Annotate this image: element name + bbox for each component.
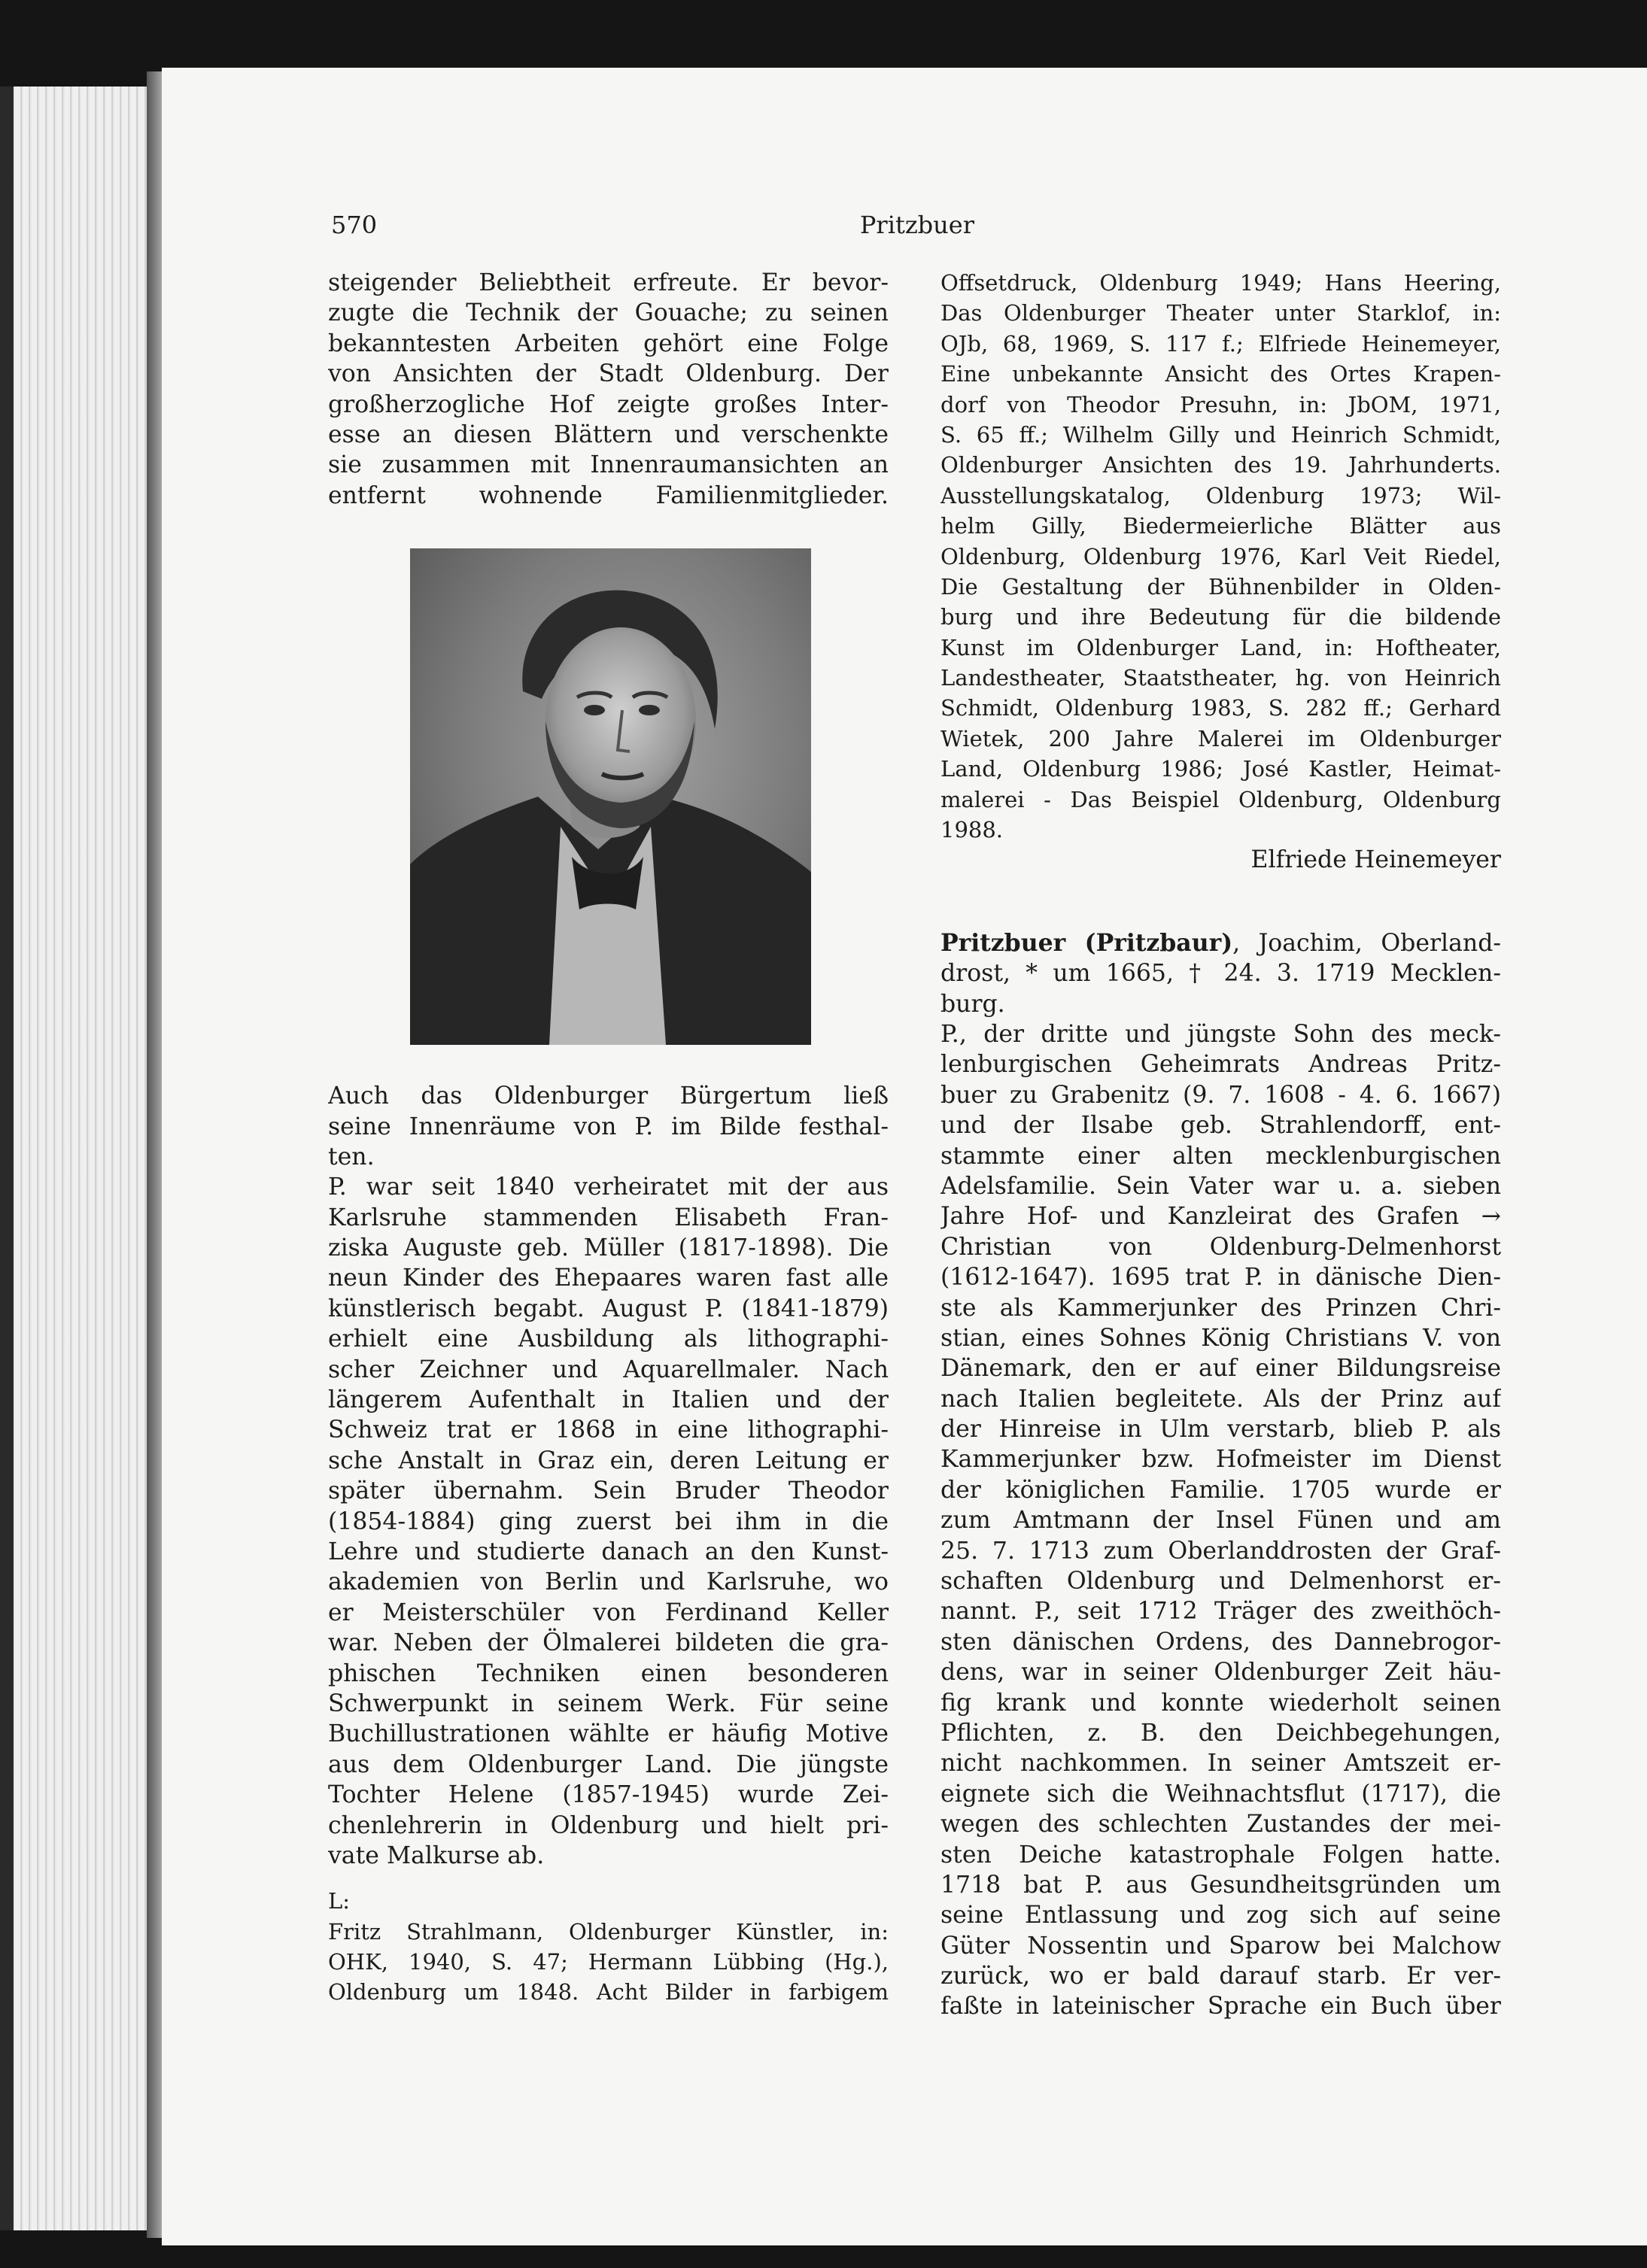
- portrait-photo: [410, 548, 811, 1045]
- text-line: burg und ihre Bedeutung für die bildende: [940, 604, 1501, 630]
- literature-continued: [940, 268, 1501, 845]
- text-line: er Meisterschüler von Ferdinand Keller: [328, 1599, 889, 1626]
- text-line: Offsetdruck, Oldenburg 1949; Hans Heering,: [940, 270, 1501, 296]
- text-line: von Ansichten der Stadt Oldenburg. Der: [328, 360, 889, 388]
- literature-section: [328, 1886, 889, 2008]
- entry-heading: [940, 928, 1501, 1019]
- text-line: sche Anstalt in Graz ein, deren Leitung er: [328, 1447, 889, 1474]
- text-line: war. Neben der Ölmalerei bildeten die gra-: [328, 1629, 889, 1657]
- intro-paragraph: [328, 268, 889, 511]
- running-head: Pritzbuer: [859, 211, 974, 239]
- entry-headword: Pritzbuer (Pritzbaur): [940, 928, 1233, 957]
- text-line: helm Gilly, Biedermeierliche Blätter aus: [940, 513, 1501, 539]
- left-column: [328, 268, 889, 2008]
- text-line: P. war seit 1840 verheiratet mit der aus: [328, 1173, 889, 1201]
- entry-body: [940, 1019, 1501, 2022]
- book-page-edges: [0, 87, 154, 2230]
- text-line: akademien von Berlin und Karlsruhe, wo: [328, 1568, 889, 1596]
- text-line: zugte die Technik der Gouache; zu seinen: [328, 299, 889, 327]
- text-line: Eine unbekannte Ansicht des Ortes Krapen-: [940, 361, 1501, 387]
- text-line: sten dänischen Ordens, des Dannebrogor-: [940, 1628, 1501, 1656]
- text-line: 25. 7. 1713 zum Oberlanddrosten der Graf-: [940, 1537, 1501, 1565]
- text-line: Buchillustrationen wählte er häufig Motive: [328, 1720, 889, 1748]
- text-line: neun Kinder des Ehepaares waren fast alle: [328, 1265, 889, 1292]
- text-line: nach Italien begleitete. Als der Prinz auf: [940, 1385, 1501, 1413]
- text-line: 1988.: [940, 817, 1004, 843]
- text-line: lenburgischen Geheimrats Andreas Pritz-: [940, 1051, 1501, 1079]
- text-line: vate Malkurse ab.: [328, 1841, 545, 1869]
- text-line: chenlehrerin in Oldenburg und hielt pri-: [328, 1811, 889, 1839]
- text-line: nicht nachkommen. In seiner Amtszeit er-: [940, 1750, 1501, 1778]
- text-line: malerei - Das Beispiel Oldenburg, Oldenburg: [940, 786, 1501, 812]
- text-line: bekanntesten Arbeiten gehört eine Folge: [328, 329, 889, 357]
- text-line: wegen des schlechten Zustandes der mei-: [940, 1811, 1501, 1838]
- text-line: Schweiz trat er 1868 in eine lithographi-: [328, 1416, 889, 1444]
- text-line: ste als Kammerjunker des Prinzen Chri-: [940, 1294, 1501, 1322]
- text-line: Oldenburger Ansichten des 19. Jahrhunderts.: [940, 452, 1501, 478]
- bourgeoisie-paragraph: [328, 1081, 889, 1172]
- text-line: aus dem Oldenburger Land. Die jüngste: [328, 1750, 889, 1778]
- text-line: nannt. P., seit 1712 Träger des zweithöch-: [940, 1598, 1501, 1626]
- text-line: S. 65 ff.; Wilhelm Gilly und Heinrich Schmidt,: [940, 421, 1501, 448]
- text-line: (1854-1884) ging zuerst bei ihm in die: [328, 1507, 889, 1535]
- text-line: Christian von Oldenburg-Delmenhorst: [940, 1233, 1501, 1261]
- author-name: Elfriede Heinemeyer: [1250, 846, 1501, 874]
- text-line: Landestheater, Staatstheater, hg. von Heinrich: [940, 665, 1501, 691]
- text-line: längerem Aufenthalt in Italien und der: [328, 1386, 889, 1414]
- text-line: Schmidt, Oldenburg 1983, S. 282 ff.; Gerhard: [940, 695, 1501, 721]
- text-line: fig krank und konnte wiederholt seinen: [940, 1689, 1501, 1717]
- text-line: Kunst im Oldenburger Land, in: Hoftheater,: [940, 634, 1501, 660]
- text-line: Schwerpunkt in seinem Werk. Für seine: [328, 1690, 889, 1717]
- text-line: drost, * um 1665, † 24. 3. 1719 Mecklen-: [940, 960, 1501, 988]
- text-line: ten.: [328, 1143, 375, 1170]
- text-line: Ausstellungskatalog, Oldenburg 1973; Wil-: [940, 482, 1501, 509]
- text-line: Fritz Strahlmann, Oldenburger Künstler, in:: [328, 1918, 889, 1945]
- text-line: der königlichen Familie. 1705 wurde er: [940, 1476, 1501, 1504]
- text-line: entfernt wohnende Familienmitglieder.: [328, 481, 889, 509]
- text-line: zurück, wo er bald darauf starb. Er ver-: [940, 1963, 1501, 1990]
- text-line: Jahre Hof- und Kanzleirat des Grafen →: [940, 1203, 1501, 1231]
- text-line: Oldenburg, Oldenburg 1976, Karl Veit Riedel,: [940, 543, 1501, 569]
- text-line: (1612-1647). 1695 trat P. in dänische Dien-: [940, 1264, 1501, 1292]
- text-line: und der Ilsabe geb. Strahlendorff, ent-: [940, 1112, 1501, 1140]
- text-line: ziska Auguste geb. Müller (1817-1898). Die: [328, 1234, 889, 1262]
- text-line: stian, eines Sohnes König Christians V. von: [940, 1324, 1501, 1352]
- text-line: Dänemark, den er auf einer Bildungsreise: [940, 1355, 1501, 1383]
- text-line: Güter Nossentin und Sparow bei Malchow: [940, 1932, 1501, 1960]
- text-line: Pflichten, z. B. den Deichbegehungen,: [940, 1719, 1501, 1747]
- text-line: großherzogliche Hof zeigte großes Inter-: [328, 390, 889, 418]
- text-line: Adelsfamilie. Sein Vater war u. a. sieben: [940, 1172, 1501, 1200]
- text-line: zum Amtmann der Insel Fünen und am: [940, 1507, 1501, 1535]
- entry-first-line-rest: , Joachim, Oberland-: [1232, 929, 1501, 957]
- text-line: Wietek, 200 Jahre Malerei im Oldenburger: [940, 725, 1501, 751]
- page-header: [331, 211, 974, 248]
- text-line: Lehre und studierte danach an den Kunst-: [328, 1538, 889, 1565]
- text-line: phischen Techniken einen besonderen: [328, 1659, 889, 1687]
- author-signature: [940, 845, 1501, 875]
- text-line: dorf von Theodor Presuhn, in: JbOM, 1971,: [940, 391, 1501, 417]
- text-line: P., der dritte und jüngste Sohn des meck-: [940, 1020, 1501, 1048]
- text-line: burg.: [940, 990, 1005, 1018]
- text-line: Tochter Helene (1857-1945) wurde Zei-: [328, 1781, 889, 1809]
- text-line: esse an diesen Blättern und verschenkte: [328, 421, 889, 448]
- text-line: Die Gestaltung der Bühnenbilder in Olden-: [940, 573, 1501, 600]
- text-line: erhielt eine Ausbildung als lithographi-: [328, 1325, 889, 1353]
- entry-first-line: [940, 928, 1501, 958]
- text-line: Oldenburg um 1848. Acht Bilder in farbigem: [328, 1979, 889, 2005]
- portrait-illustration: [410, 548, 811, 1045]
- text-line: 1718 bat P. aus Gesundheitsgründen um: [940, 1871, 1501, 1899]
- text-line: sie zusammen mit Innenraumansichten an: [328, 451, 889, 479]
- text-line: scher Zeichner und Aquarellmaler. Nach: [328, 1356, 889, 1383]
- text-line: der Hinreise in Ulm verstarb, blieb P. als: [940, 1416, 1501, 1444]
- literature-label: L:: [328, 1888, 351, 1914]
- page-number: 570: [331, 211, 378, 239]
- text-line: stammte einer alten mecklenburgischen: [940, 1142, 1501, 1170]
- text-line: sten Deiche katastrophale Folgen hatte.: [940, 1841, 1501, 1869]
- text-line: Auch das Oldenburger Bürgertum ließ: [328, 1082, 889, 1110]
- text-line: Karlsruhe stammenden Elisabeth Fran-: [328, 1204, 889, 1231]
- text-line: seine Entlassung und zog sich auf seine: [940, 1902, 1501, 1929]
- text-line: Kammerjunker bzw. Hofmeister im Dienst: [940, 1446, 1501, 1474]
- text-line: Das Oldenburger Theater unter Starklof, in:: [940, 300, 1501, 326]
- text-line: eignete sich die Weihnachtsflut (1717), die: [940, 1780, 1501, 1808]
- text-line: schaften Oldenburg und Delmenhorst er-: [940, 1568, 1501, 1595]
- text-line: OHK, 1940, S. 47; Hermann Lübbing (Hg.),: [328, 1949, 889, 1975]
- text-line: später übernahm. Sein Bruder Theodor: [328, 1477, 889, 1505]
- family-paragraph: [328, 1172, 889, 1871]
- right-column: [940, 268, 1501, 2022]
- text-line: buer zu Grabenitz (9. 7. 1608 - 4. 6. 1667): [940, 1081, 1501, 1109]
- text-line: künstlerisch begabt. August P. (1841-1879): [328, 1295, 889, 1322]
- text-line: seine Innenräume von P. im Bilde festhal-: [328, 1113, 889, 1140]
- text-line: steigender Beliebtheit erfreute. Er bevor-: [328, 269, 889, 296]
- text-line: Land, Oldenburg 1986; José Kastler, Heimat-: [940, 756, 1501, 782]
- text-line: faßte in lateinischer Sprache ein Buch über: [940, 1993, 1501, 2021]
- text-line: dens, war in seiner Oldenburger Zeit häu-: [940, 1659, 1501, 1687]
- text-line: OJb, 68, 1969, S. 117 f.; Elfriede Heinemeyer,: [940, 330, 1501, 357]
